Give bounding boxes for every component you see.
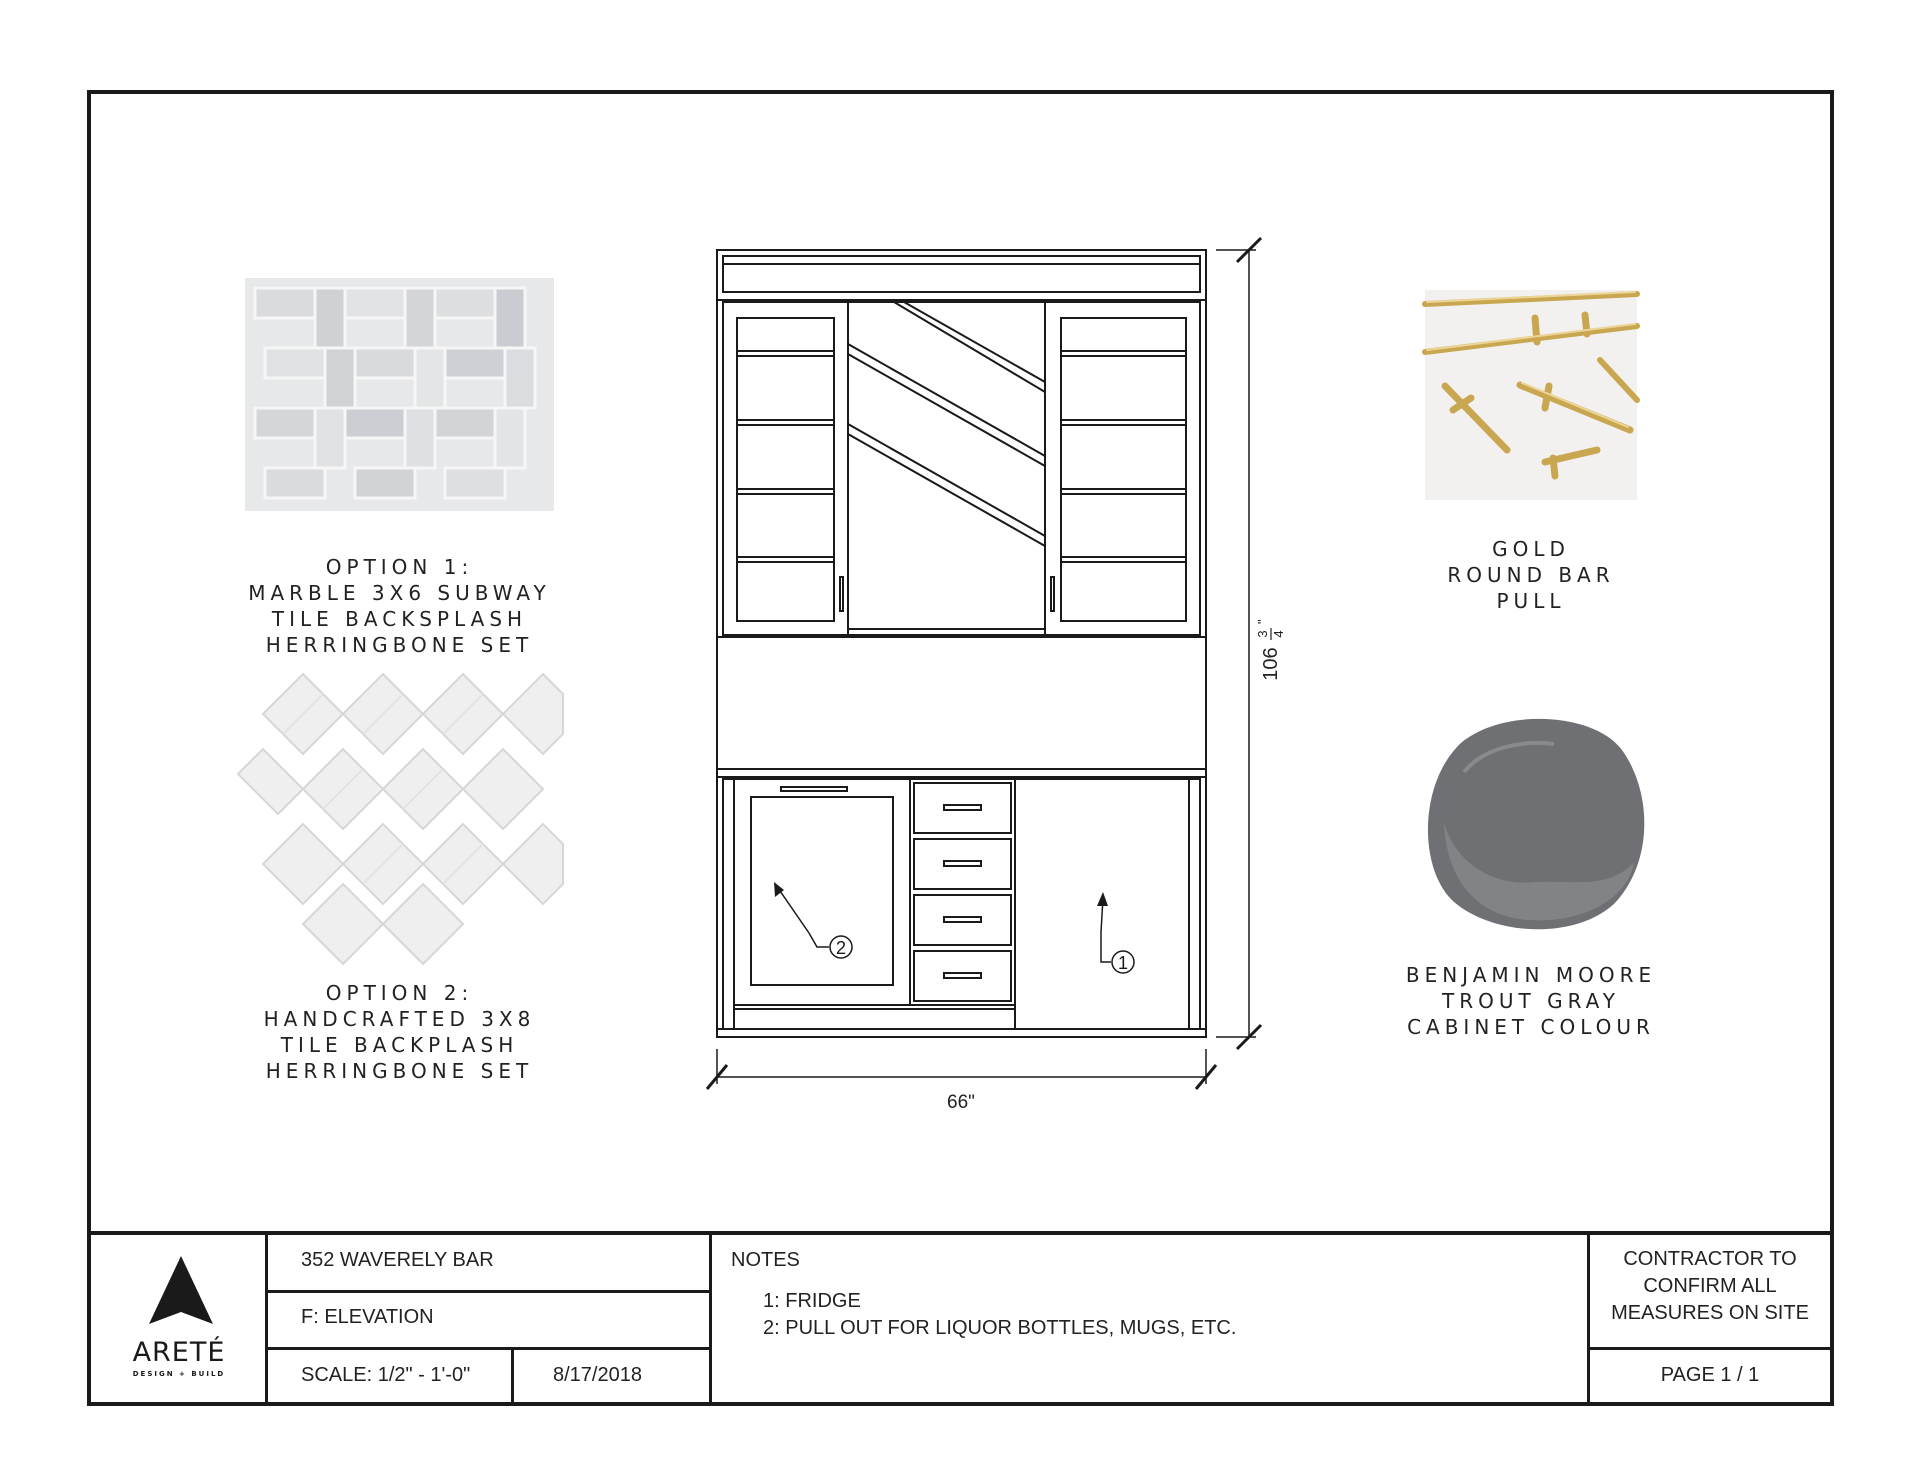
svg-text:4: 4 [1271,630,1286,638]
note-2: 2: PULL OUT FOR LIQUOR BOTTLES, MUGS, ETC. [763,1317,1237,1339]
drawing-date: 8/17/2018 [553,1364,642,1386]
notes-title: NOTES [731,1249,800,1271]
bar-cabinet-elevation [701,234,1351,1113]
svg-text:106: 106 [1260,647,1282,681]
option-1-caption: OPTION 1: MARBLE 3X6 SUBWAY TILE BACKSPLASH HERRINGBONE SET [248,555,551,657]
logo-name: ARETÉ [132,1337,226,1368]
option-2-caption: OPTION 2: HANDCRAFTED 3X8 TILE BACKPLASH HERRINGBONE SET [263,981,536,1083]
callout-1-label: 1 [1117,953,1129,973]
height-dimension [1255,619,1286,681]
title-block-top-rule [91,1231,1830,1235]
width-dimension: 66" [947,1092,975,1113]
drawing-scale: SCALE: 1/2" - 1'-0" [301,1364,471,1386]
handcrafted-tile-swatch [238,674,563,964]
sheet-name: F: ELEVATION [301,1306,434,1328]
hardware-caption: GOLD ROUND BAR PULL [1447,537,1615,613]
note-1: 1: FRIDGE [763,1290,861,1312]
svg-text:3: 3 [1255,630,1270,638]
svg-text:": " [1255,619,1270,624]
callout-2-label: 2 [835,938,847,958]
logo-tagline: DESIGN + BUILD [132,1370,226,1378]
cabinet-outline [717,250,1206,1037]
project-name: 352 WAVERELY BAR [301,1249,494,1271]
contractor-disclaimer: CONTRACTOR TO CONFIRM ALL MEASURES ON SITE [1611,1248,1809,1324]
marble-tile-swatch [245,278,554,511]
page-number: PAGE 1 / 1 [1660,1364,1760,1386]
drawing-sheet [87,90,1834,1406]
gold-bar-pull-swatch [1425,290,1637,500]
paint-caption: BENJAMIN MOORE TROUT GRAY CABINET COLOUR [1405,963,1657,1039]
paint-swatch [1424,712,1654,932]
